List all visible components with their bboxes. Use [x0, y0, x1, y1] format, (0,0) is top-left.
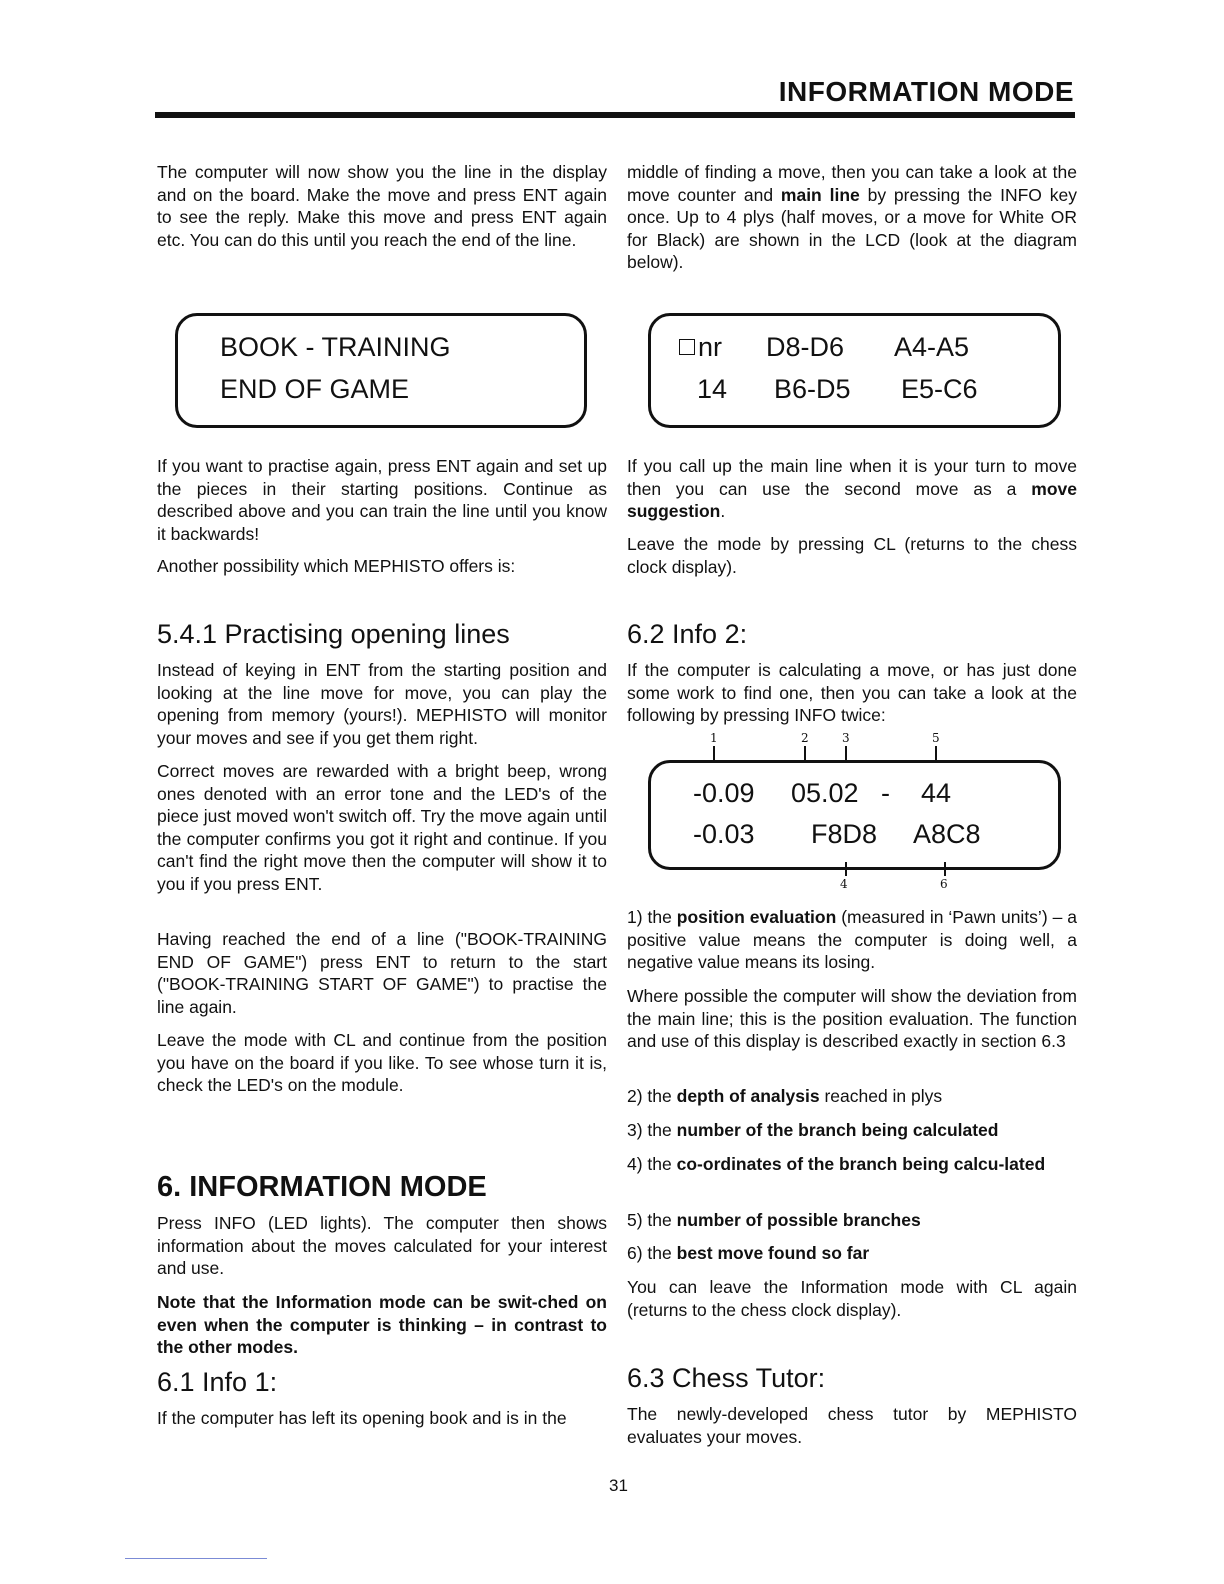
tick-label-4: 4: [840, 877, 848, 891]
left-p3: [157, 555, 607, 578]
lcd-r1c1: nr: [679, 332, 722, 362]
heading-6-1: 6.1 Info 1:: [157, 1367, 278, 1397]
left-p4: [157, 659, 607, 749]
right-item-2: [627, 1085, 1077, 1108]
paragraph: Leave the mode by pressing CL (returns to the chess clock display).: [627, 534, 1077, 577]
paragraph: You can leave the Information mode with CL again (returns to the chess clock display).: [627, 1277, 1077, 1320]
paragraph: Press INFO (LED lights). The computer then shows information about the moves calculated for your interest and use.: [157, 1213, 607, 1278]
paragraph: The computer will now show you the line in the display and on the board. Make the move and press ENT again to see the reply. Make this move and press ENT again etc. You can do this until you reach the end of the line.: [157, 162, 607, 250]
right-item-3: [627, 1119, 1077, 1142]
tick-label-5: 5: [932, 731, 940, 745]
lcd-r2c2: B6-D5: [774, 374, 851, 404]
right-p2: [627, 455, 1077, 523]
left-p6: [157, 928, 607, 1018]
tick-label-3: 3: [842, 731, 850, 745]
paragraph: 4) the co-ordinates of the branch being calcu-lated: [627, 1154, 1046, 1174]
pointer-line-4: [845, 862, 847, 876]
right-p6: [627, 1276, 1077, 1321]
lcd-r2c3: E5-C6: [901, 374, 978, 404]
lcd-coordinates: F8D8: [811, 819, 878, 849]
left-p7: [157, 1029, 607, 1097]
pointer-line-6: [944, 862, 946, 876]
lcd-info-2: [648, 760, 1061, 870]
tick-label-1: 1: [710, 731, 718, 745]
paragraph: If the computer is calculating a move, or has just done some work to find one, then you can take a look at the following by pressing INFO twice:: [627, 660, 1077, 725]
lcd-best-move: A8C8: [913, 819, 981, 849]
right-p1: [627, 161, 1077, 274]
paragraph: 6) the best move found so far: [627, 1243, 870, 1263]
paragraph: Correct moves are rewarded with a bright beep, wrong ones denoted with an error tone and the LED's of the piece just moved won't switch off. Try the move again until the computer confirms you got it right and continue. If you can't find the right move then the computer will show it to you if you press ENT.: [157, 761, 607, 894]
right-item-1: [627, 906, 1077, 974]
lcd-dash: -: [881, 778, 890, 808]
right-p4: [627, 659, 1077, 727]
lcd-eval-2: -0.03: [693, 819, 755, 849]
page-number: 31: [609, 1476, 628, 1495]
left-p8: [157, 1212, 607, 1280]
paragraph: Having reached the end of a line ("BOOK-TRAINING END OF GAME") press ENT to return to the start ("BOOK-TRAINING START OF GAME") to practise the line again.: [157, 929, 607, 1017]
right-item-6: [627, 1242, 1077, 1265]
left-p1: [157, 161, 607, 251]
paragraph: Note that the Information mode can be swit-ched on even when the computer is thinking – in contrast to the other modes.: [157, 1292, 607, 1357]
lcd-r1c3: A4-A5: [894, 332, 970, 362]
heading-5-4-1: 5.4.1 Practising opening lines: [157, 619, 510, 649]
lcd-book-training: [175, 313, 587, 428]
paragraph: Another possibility which MEPHISTO offers is:: [157, 556, 516, 576]
paragraph: 1) the position evaluation (measured in ‘Pawn units’) – a positive value means the computer is doing well, a negative value means its losing.: [627, 907, 1077, 972]
tick-label-6: 6: [940, 877, 948, 891]
square-icon: [679, 339, 695, 355]
paragraph: The newly-developed chess tutor by MEPHISTO evaluates your moves.: [627, 1404, 1077, 1447]
right-p5: [627, 985, 1077, 1053]
paragraph: 2) the depth of analysis reached in plys: [627, 1086, 943, 1106]
paragraph: 3) the number of the branch being calculated: [627, 1120, 999, 1140]
lcd-line-2: END OF GAME: [220, 374, 410, 404]
header-rule: [155, 112, 1075, 118]
left-p9-note: [157, 1291, 607, 1359]
paragraph: Instead of keying in ENT from the starting position and looking at the line move for move, you can play the opening from memory (yours!). MEPHISTO will monitor your moves and see if you get them right.: [157, 660, 607, 748]
lcd-depth-branch: 05.02: [791, 778, 859, 808]
heading-6-3: 6.3 Chess Tutor:: [627, 1363, 826, 1393]
paragraph: If you want to practise again, press ENT again and set up the pieces in their starting positions. Continue as described above and you can train the line until you know it backwards!: [157, 456, 607, 544]
lcd-line-1: BOOK - TRAINING: [220, 332, 451, 362]
paragraph: If you call up the main line when it is your turn to move then you can use the second move as a move suggestion.: [627, 456, 1077, 521]
left-p10: [157, 1407, 607, 1430]
lcd-branches: 44: [921, 778, 952, 808]
lcd-main-line: [648, 313, 1061, 428]
tick-label-2: 2: [801, 731, 809, 745]
lcd-eval: -0.09: [693, 778, 755, 808]
heading-6: 6. INFORMATION MODE: [157, 1171, 487, 1203]
heading-6-2: 6.2 Info 2:: [627, 619, 748, 649]
right-item-5: [627, 1209, 1077, 1232]
lcd-r1c2: D8-D6: [766, 332, 845, 362]
left-p5: [157, 760, 607, 895]
paragraph: If the computer has left its opening book and is in the: [157, 1408, 567, 1428]
right-p3: [627, 533, 1077, 578]
paragraph: 5) the number of possible branches: [627, 1210, 921, 1230]
paragraph: Where possible the computer will show the deviation from the main line; this is the position evaluation. The function and use of this display is described exactly in section 6.3: [627, 986, 1077, 1051]
paragraph: Leave the mode with CL and continue from the position you have on the board if you like. To see whose turn it is, check the LED's on the module.: [157, 1030, 607, 1095]
footer-line: [125, 1558, 267, 1559]
running-header: INFORMATION MODE: [778, 76, 1074, 107]
left-p2: [157, 455, 607, 545]
paragraph: middle of finding a move, then you can take a look at the move counter and main line by pressing the INFO key once. Up to 4 plys (half moves, or a move for White OR for Black) are shown in the LCD (look at the diagram below).: [627, 162, 1077, 272]
right-p7: [627, 1403, 1077, 1448]
right-item-4: [627, 1153, 1077, 1176]
lcd-r2c1-text: 14: [697, 374, 728, 404]
